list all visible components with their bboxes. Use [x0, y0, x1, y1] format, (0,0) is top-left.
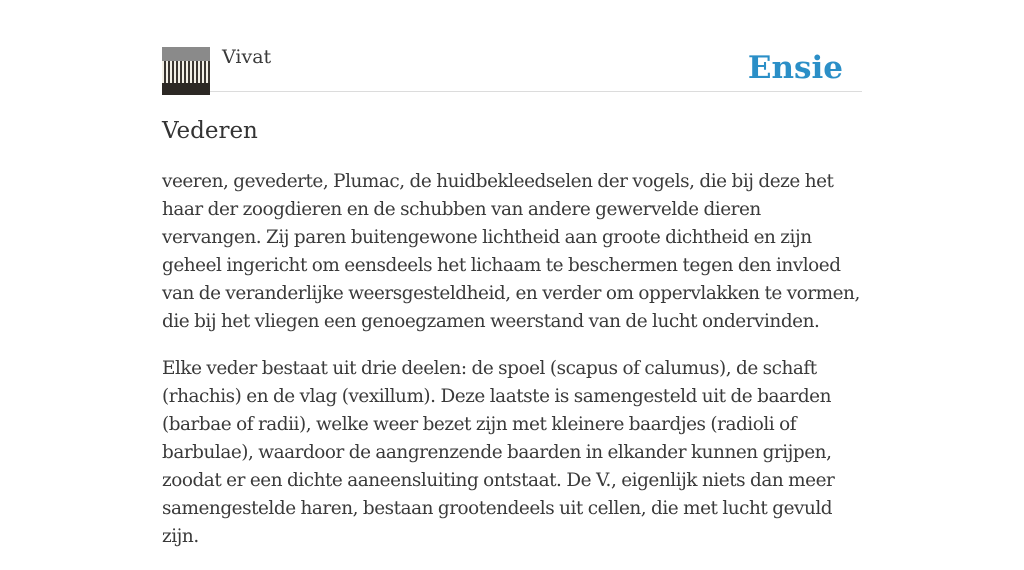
article-body [162, 168, 862, 551]
header [162, 0, 862, 92]
article-title: Vederen [162, 118, 258, 144]
avatar[interactable] [162, 47, 210, 95]
article-paragraph: Elke veder bestaat uit drie deelen: de spoel (scapus of calumus), de schaft (rhachis) en de vlag (vexillum). Deze laatste is samengesteld uit de baarden (barbae of radii), welke weer bezet zijn met kleinere baardjes (radioli of barbulae), waardoor de aangrenzende baarden in elkander kunnen grijpen, zoodat er een dichte aaneensluiting ontstaat. De V., eigenlijk niets dan meer samengestelde haren, bestaan grootendeels uit cellen, die met lucht gevuld zijn. [162, 358, 835, 547]
avatar-bookshelf-base [162, 83, 210, 95]
brand-logo[interactable]: Ensie [747, 50, 843, 86]
avatar-background [162, 47, 210, 61]
article-paragraph: veeren, gevederte, Plumac, de huidbekleedselen der vogels, die bij deze het haar der zoogdieren en de schubben van andere gewervelde dieren vervangen. Zij paren buitengewone lichtheid aan groote dichtheid en zijn geheel ingericht om eensdeels het lichaam te beschermen tegen den invloed van de veranderlijke weersgesteldheid, en verder om oppervlakken te vormen, die bij het vliegen een genoegzamen weerstand van de lucht ondervinden. [162, 171, 860, 332]
page [162, 0, 862, 570]
author-name[interactable]: Vivat [222, 46, 272, 68]
avatar-bookshelf [162, 61, 210, 83]
